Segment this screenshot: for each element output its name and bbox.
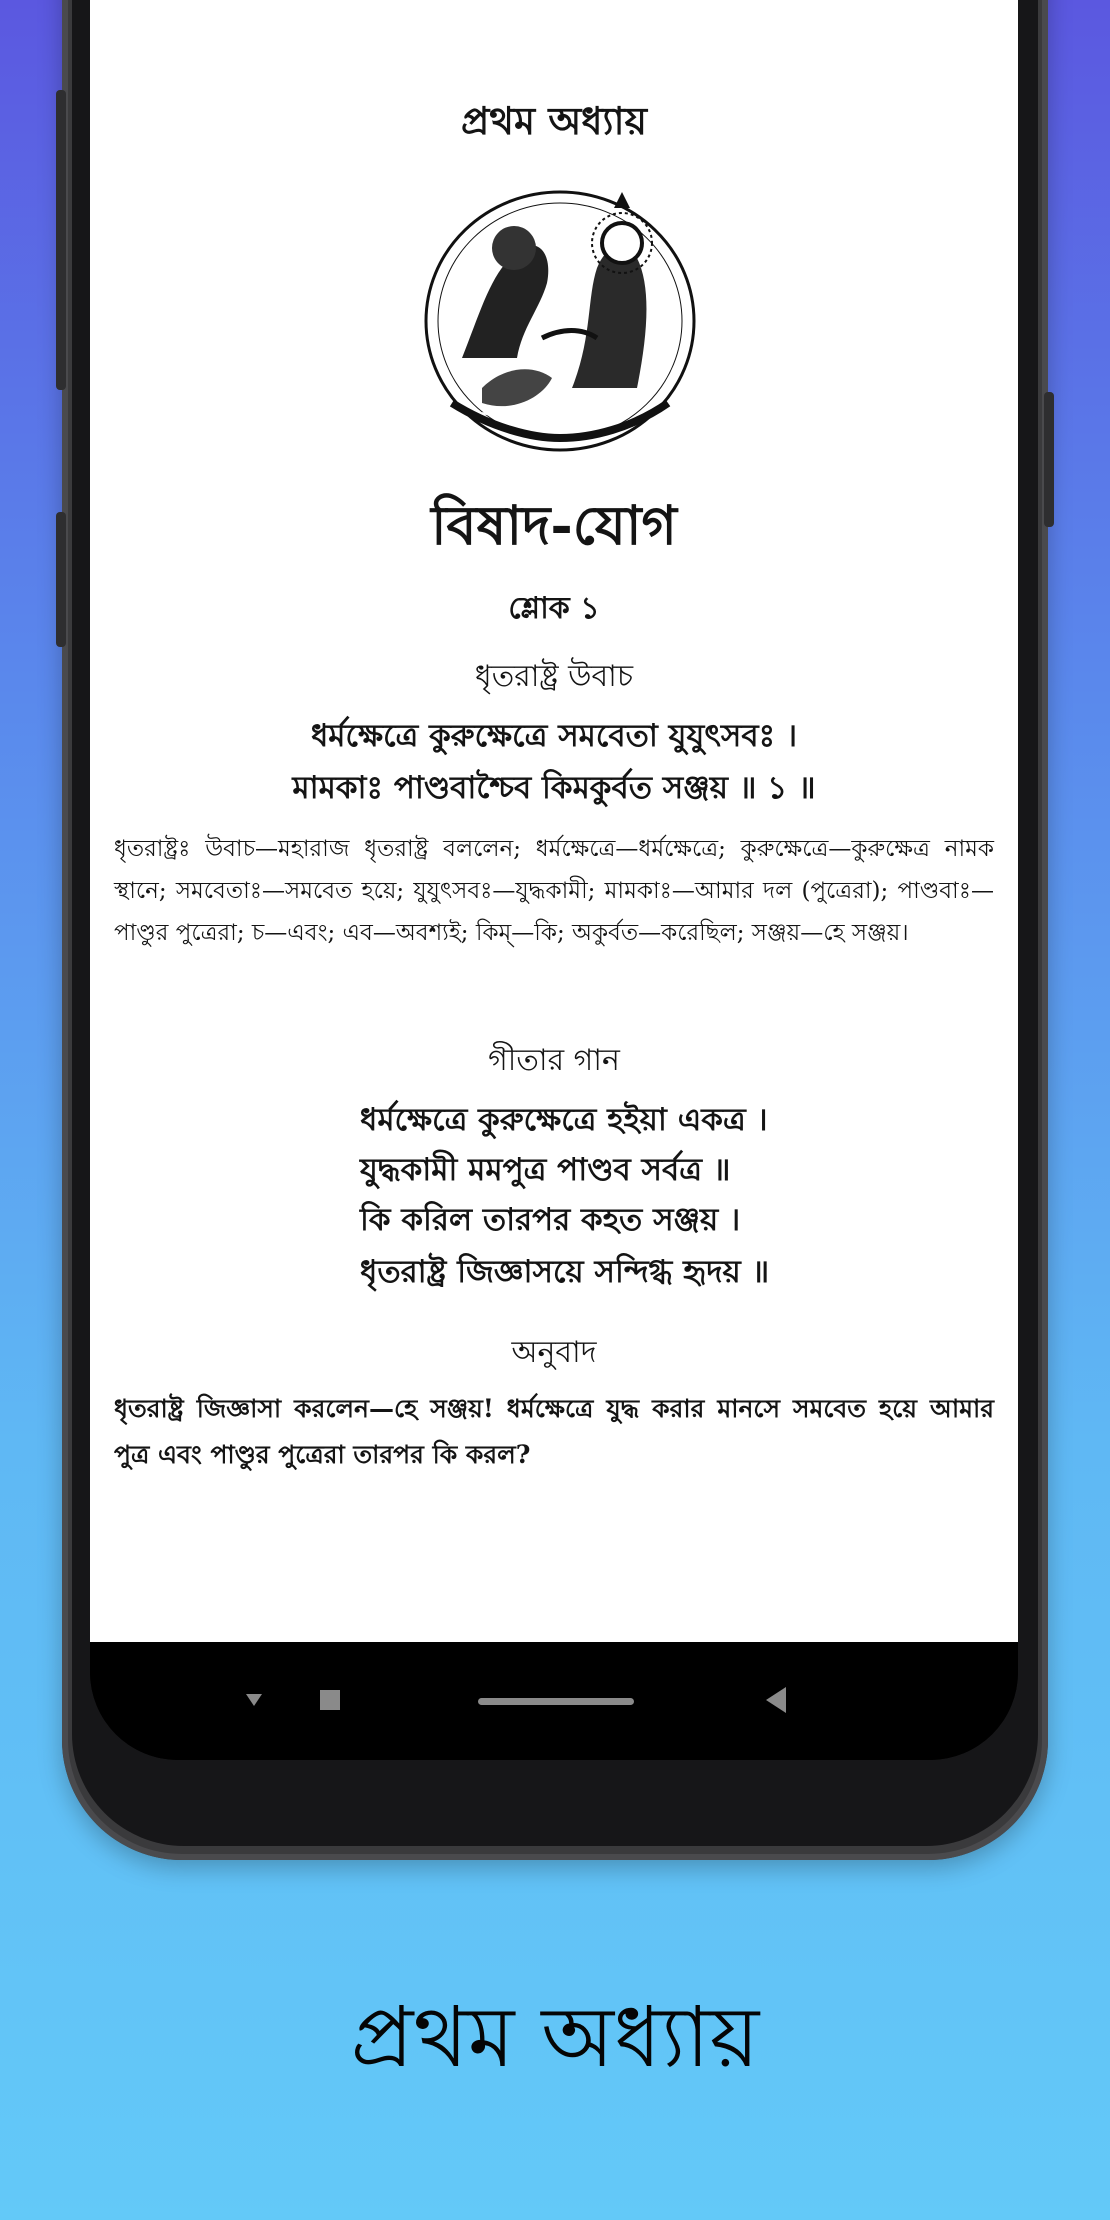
speaker-line: ধৃতরাষ্ট্র উবাচ bbox=[474, 659, 634, 694]
translation-text: ধৃতরাষ্ট্র জিজ্ঞাসা করলেন—হে সঞ্জয়! ধর্মক্ষেত্রে যুদ্ধ করার মানসে সমবেত হয়ে আমার পুত্র এবং পাণ্ডুর পুত্রেরা তারপর কি করল? bbox=[114, 1394, 994, 1469]
song-line: ধর্মক্ষেত্রে কুরুক্ষেত্রে হইয়া একত্র । bbox=[360, 1102, 768, 1138]
sloka-number: শ্লোক ১ bbox=[508, 591, 600, 626]
song-heading: গীতার গান bbox=[488, 1043, 620, 1078]
krishna-arjuna-emblem-icon bbox=[422, 188, 698, 454]
song-line: যুদ্ধকামী মমপুত্র পাণ্ডব সর্বত্র ॥ bbox=[360, 1152, 731, 1188]
navigation-bar bbox=[90, 1642, 1018, 1760]
verse-line: ধর্মক্ষেত্রে কুরুক্ষেত্রে সমবেতা যুযুৎসবঃ । bbox=[310, 718, 798, 754]
chapter-name: বিষাদ-যোগ bbox=[431, 493, 677, 557]
song-line: ধৃতরাষ্ট্র জিজ্ঞাসয়ে সন্দিগ্ধ হৃদয় ॥ bbox=[360, 1254, 770, 1290]
nav-square-icon[interactable] bbox=[320, 1690, 340, 1710]
word-meaning-text: ধৃতরাষ্ট্রঃ উবাচ—মহারাজ ধৃতরাষ্ট্র বললেন; ধর্মক্ষেত্রে—ধর্মক্ষেত্রে; কুরুক্ষেত্রে—কুরুক্ষেত্র নামক স্থানে; সমবেতাঃ—সমবেত হয়ে; যুযুৎসবঃ—যুদ্ধকামী; মামকাঃ—আমার দল (পুত্রেরা); পাণ্ডবাঃ—পাণ্ডুর পুত্রেরা; চ—এবং; এব—অবশ্যই; কিম্—কি; অকুর্বত—করেছিল; সঞ্জয়—হে সঞ্জয়। bbox=[114, 836, 994, 946]
side-button bbox=[56, 512, 66, 647]
nav-down-icon[interactable] bbox=[246, 1694, 262, 1706]
song-line: কি করিল তারপর কহত সঞ্জয় । bbox=[360, 1202, 741, 1238]
promo-caption: প্রথম অধ্যায় bbox=[350, 1988, 760, 2086]
power-button bbox=[1044, 392, 1054, 527]
translation-heading: অনুবাদ bbox=[511, 1335, 597, 1370]
volume-button bbox=[56, 90, 66, 390]
chapter-title: প্রথম অধ্যায় bbox=[461, 98, 647, 143]
book-page[interactable] bbox=[90, 0, 1018, 1642]
verse-line: মামকাঃ পাণ্ডবাশ্চৈব কিমকুর্বত সঞ্জয় ॥ ১ ॥ bbox=[292, 770, 816, 806]
nav-home-pill-icon[interactable] bbox=[478, 1698, 634, 1705]
phone-screen bbox=[90, 0, 1018, 1760]
nav-back-icon[interactable] bbox=[766, 1687, 786, 1713]
